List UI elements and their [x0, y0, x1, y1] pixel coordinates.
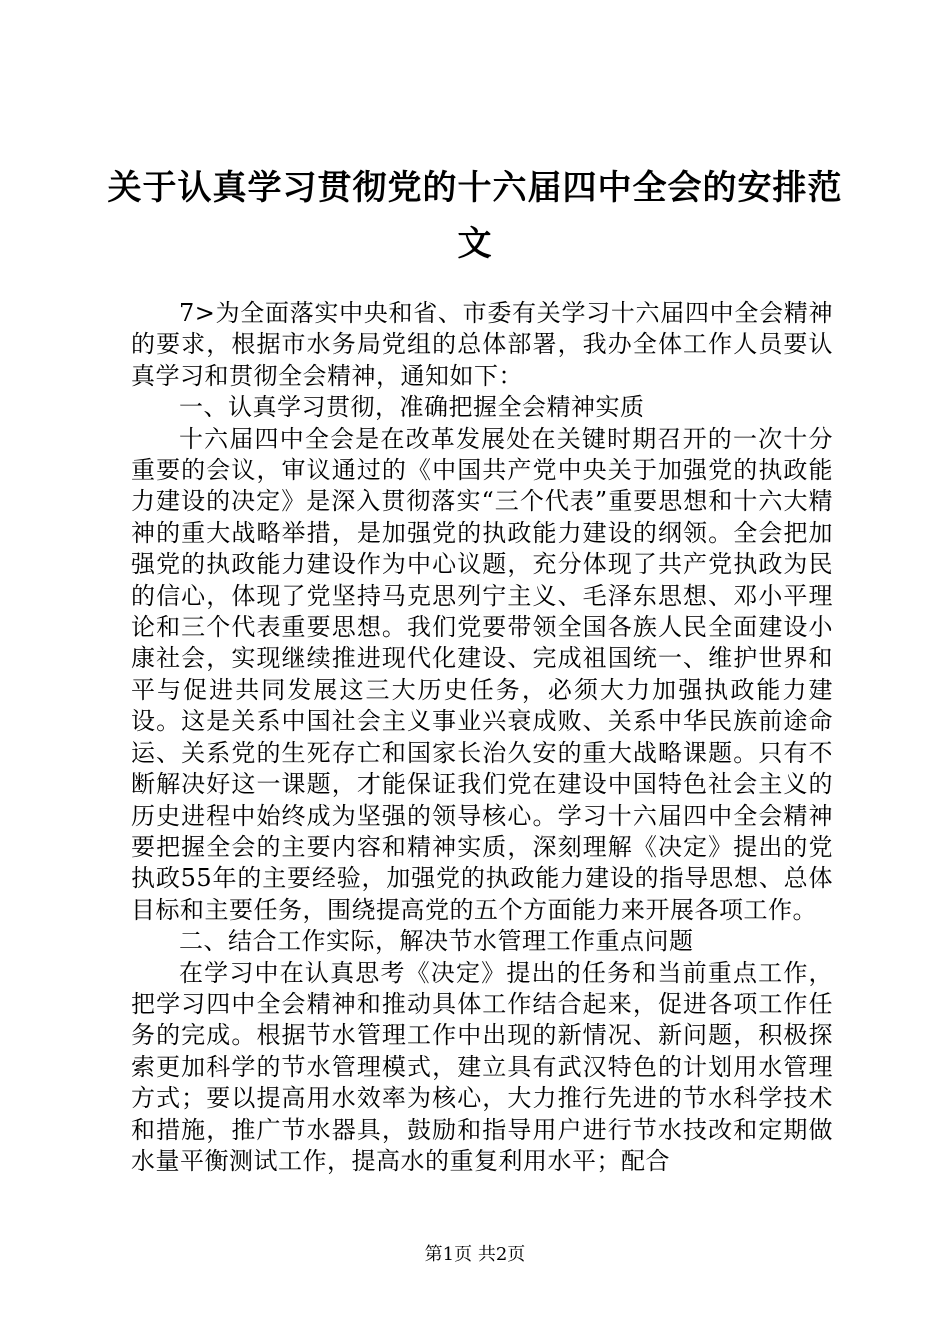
- paragraph-section-1: 十六届四中全会是在改革发展处在关键时期召开的一次十分重要的会议，审议通过的《中国共产党中央关于加强党的执政能力建设的决定》是深入贯彻落实“三个代表”重要思想和十六大精神的重大战略举措，是加强党的执政能力建设的纲领。全会把加强党的执政能力建设作为中心议题，充分体现了共产党执政为民的信心，体现了党坚持马克思列宁主义、毛泽东思想、邓小平理论和三个代表重要思想。我们党要带领全国各族人民全面建设小康社会，实现继续推进现代化建设、完成祖国统一、维护世界和平与促进共同发展这三大历史任务，必须大力加强执政能力建设。这是关系中国社会主义事业兴衰成败、关系中华民族前途命运、关系党的生死存亡和国家长治久安的重大战略课题。只有不断解决好这一课题，才能保证我们党在建设中国特色社会主义的历史进程中始终成为坚强的领导核心。学习十六届四中全会精神要把握全会的主要内容和精神实质，深刻理解《决定》提出的党执政55年的主要经验，加强党的执政能力建设的指导思想、总体目标和主要任务，围绕提高党的五个方面能力来开展各项工作。: [131, 424, 833, 924]
- paragraph-section-2: 在学习中在认真思考《决定》提出的任务和当前重点工作，把学习四中全会精神和推动具体工作结合起来，促进各项工作任务的完成。根据节水管理工作中出现的新情况、新问题，积极探索更加科学的节水管理模式，建立具有武汉特色的计划用水管理方式；要以提高用水效率为核心，大力推行先进的节水科学技术和措施，推广节水器具，鼓励和指导用户进行节水技改和定期做水量平衡测试工作，提高水的重复利用水平；配合: [131, 958, 833, 1175]
- document-body: [131, 298, 833, 1177]
- section-heading-2: 二、结合工作实际，解决节水管理工作重点问题: [179, 927, 694, 956]
- section-heading-1: 一、认真学习贯彻，准确把握全会精神实质: [179, 393, 645, 422]
- paragraph-intro: 7>为全面落实中央和省、市委有关学习十六届四中全会精神的要求，根据市水务局党组的总体部署，我办全体工作人员要认真学习和贯彻全会精神，通知如下：: [131, 299, 833, 390]
- page-number-footer: 第1页 共2页: [424, 1244, 526, 1265]
- document-title: 关于认真学习贯彻党的十六届四中全会的安排范文: [107, 168, 843, 264]
